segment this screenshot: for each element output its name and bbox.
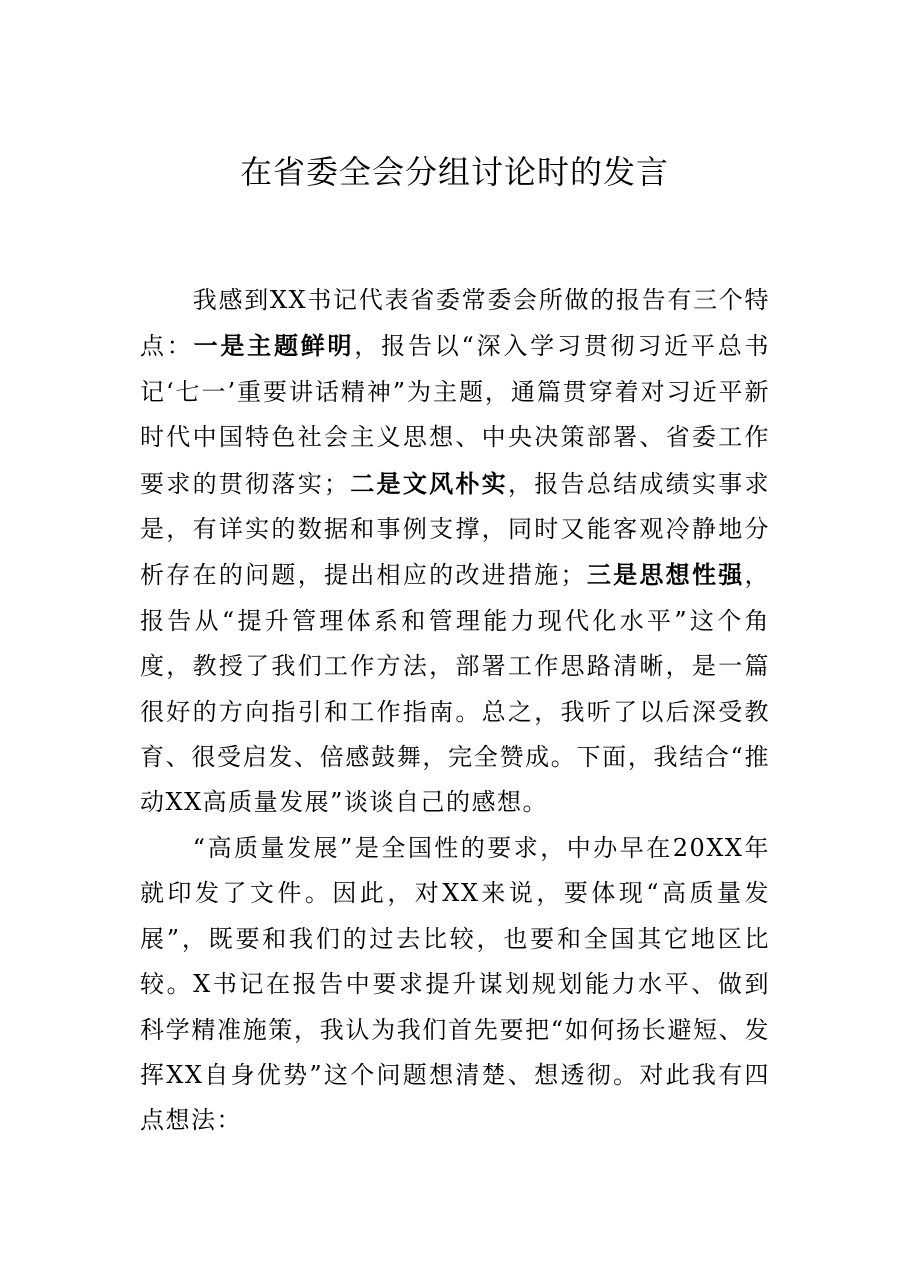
emphasis-point-2: 二是文风朴实: [349, 468, 508, 498]
emphasis-point-1: 一是主题鲜明: [193, 331, 355, 361]
emphasis-point-3: 三是思想性强: [586, 560, 745, 590]
document-body: [140, 278, 770, 1144]
paragraph-2: [140, 826, 770, 1144]
paragraph-text: ，报告从“提升管理体系和管理能力现代化水平”这个角度，教授了我们工作方法，部署工作思路清晰，是一篇很好的方向指引和工作指南。总之，我听了以后深受教育、很受启发、倍感鼓舞，完全赞成。下面，我结合“推动XX高质量发展”谈谈自己的感想。: [140, 561, 771, 817]
paragraph-text: “高质量发展”是全国性的要求，中办早在20XX年就印发了文件。因此，对XX来说，要体现“高质量发展”，既要和我们的过去比较，也要和全国其它地区比较。X书记在报告中要求提升谋划规划能力水平、做到科学精准施策，我认为我们首先要把“如何扬长避短、发挥XX自身优势”这个问题想清楚、想透彻。对此我有四点想法：: [140, 833, 770, 1135]
paragraph-text: ，报告总结成绩实事求是，有详实的数据和事例支撑，同时又能客观冷静地分析存在的问题，提出相应的改进措施；: [140, 469, 771, 590]
document-title: 在省委全会分组讨论时的发言: [239, 153, 669, 191]
paragraph-text: ，报告以“深入学习贯彻习近平总书记‘七一’重要讲话精神”为主题，通篇贯穿着对习近平新时代中国特色社会主义思想、中央决策部署、省委工作要求的贯彻落实；: [140, 332, 771, 498]
paragraph-1: [140, 278, 770, 826]
paragraph-text: 我感到XX书记代表省委常委会所做的报告有三个特点：: [140, 286, 770, 361]
